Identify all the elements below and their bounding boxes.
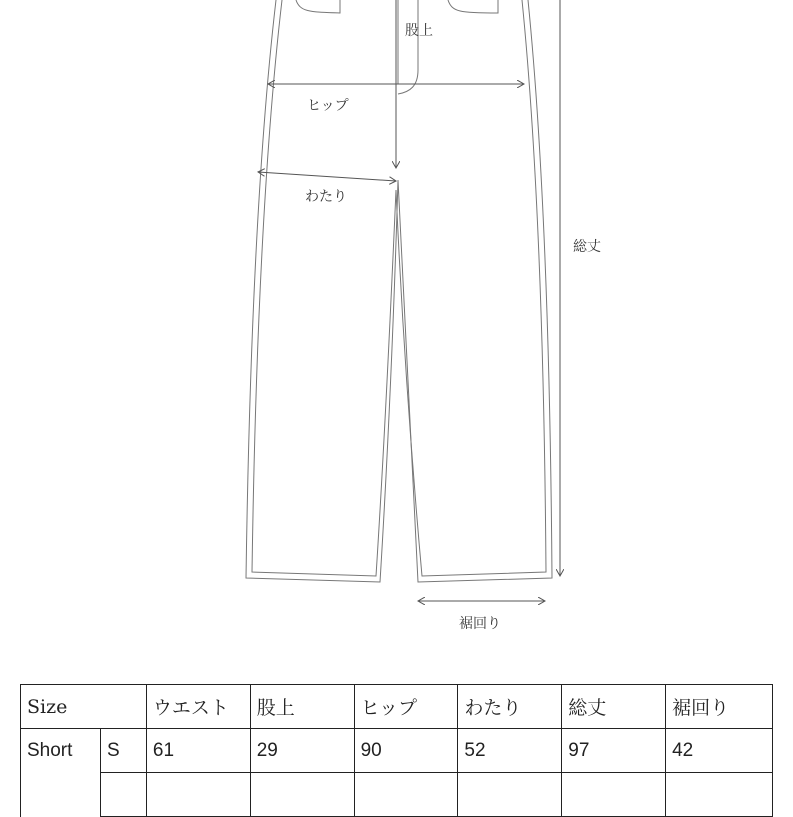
value-cell — [146, 773, 250, 817]
size-cell — [100, 773, 146, 817]
pants-outline-outer — [246, 0, 552, 582]
table-header-row — [21, 685, 773, 729]
value-cell: 61 — [146, 729, 250, 773]
rise-label: 股上 — [405, 23, 433, 39]
size-table — [20, 684, 773, 817]
header-cell: ウエスト — [146, 685, 250, 729]
fly-stitch — [398, 0, 418, 94]
value-cell — [562, 773, 666, 817]
table-row — [21, 729, 773, 773]
thigh-label: わたり — [305, 189, 347, 205]
length-label: 総丈 — [573, 239, 601, 255]
value-cell — [666, 773, 773, 817]
value-cell — [458, 773, 562, 817]
header-cell: 裾回り — [666, 685, 773, 729]
group-cell: Short — [21, 729, 101, 817]
hem-label: 裾回り — [459, 616, 501, 632]
value-cell: 90 — [354, 729, 458, 773]
pocket-right — [448, 0, 498, 13]
header-cell: 股上 — [250, 685, 354, 729]
table-row-partial — [21, 773, 773, 817]
value-cell — [250, 773, 354, 817]
value-cell: 29 — [250, 729, 354, 773]
thigh-arrow — [258, 172, 396, 181]
header-cell: 総丈 — [562, 685, 666, 729]
header-cell: わたり — [458, 685, 562, 729]
hip-label: ヒップ — [307, 98, 349, 114]
value-cell: 97 — [562, 729, 666, 773]
value-cell: 52 — [458, 729, 562, 773]
value-cell — [354, 773, 458, 817]
value-cell: 42 — [666, 729, 773, 773]
pocket-left — [296, 0, 340, 13]
header-cell: Size — [21, 685, 147, 729]
size-cell: S — [100, 729, 146, 773]
header-cell: ヒップ — [354, 685, 458, 729]
pants-outline-inner — [252, 0, 546, 576]
